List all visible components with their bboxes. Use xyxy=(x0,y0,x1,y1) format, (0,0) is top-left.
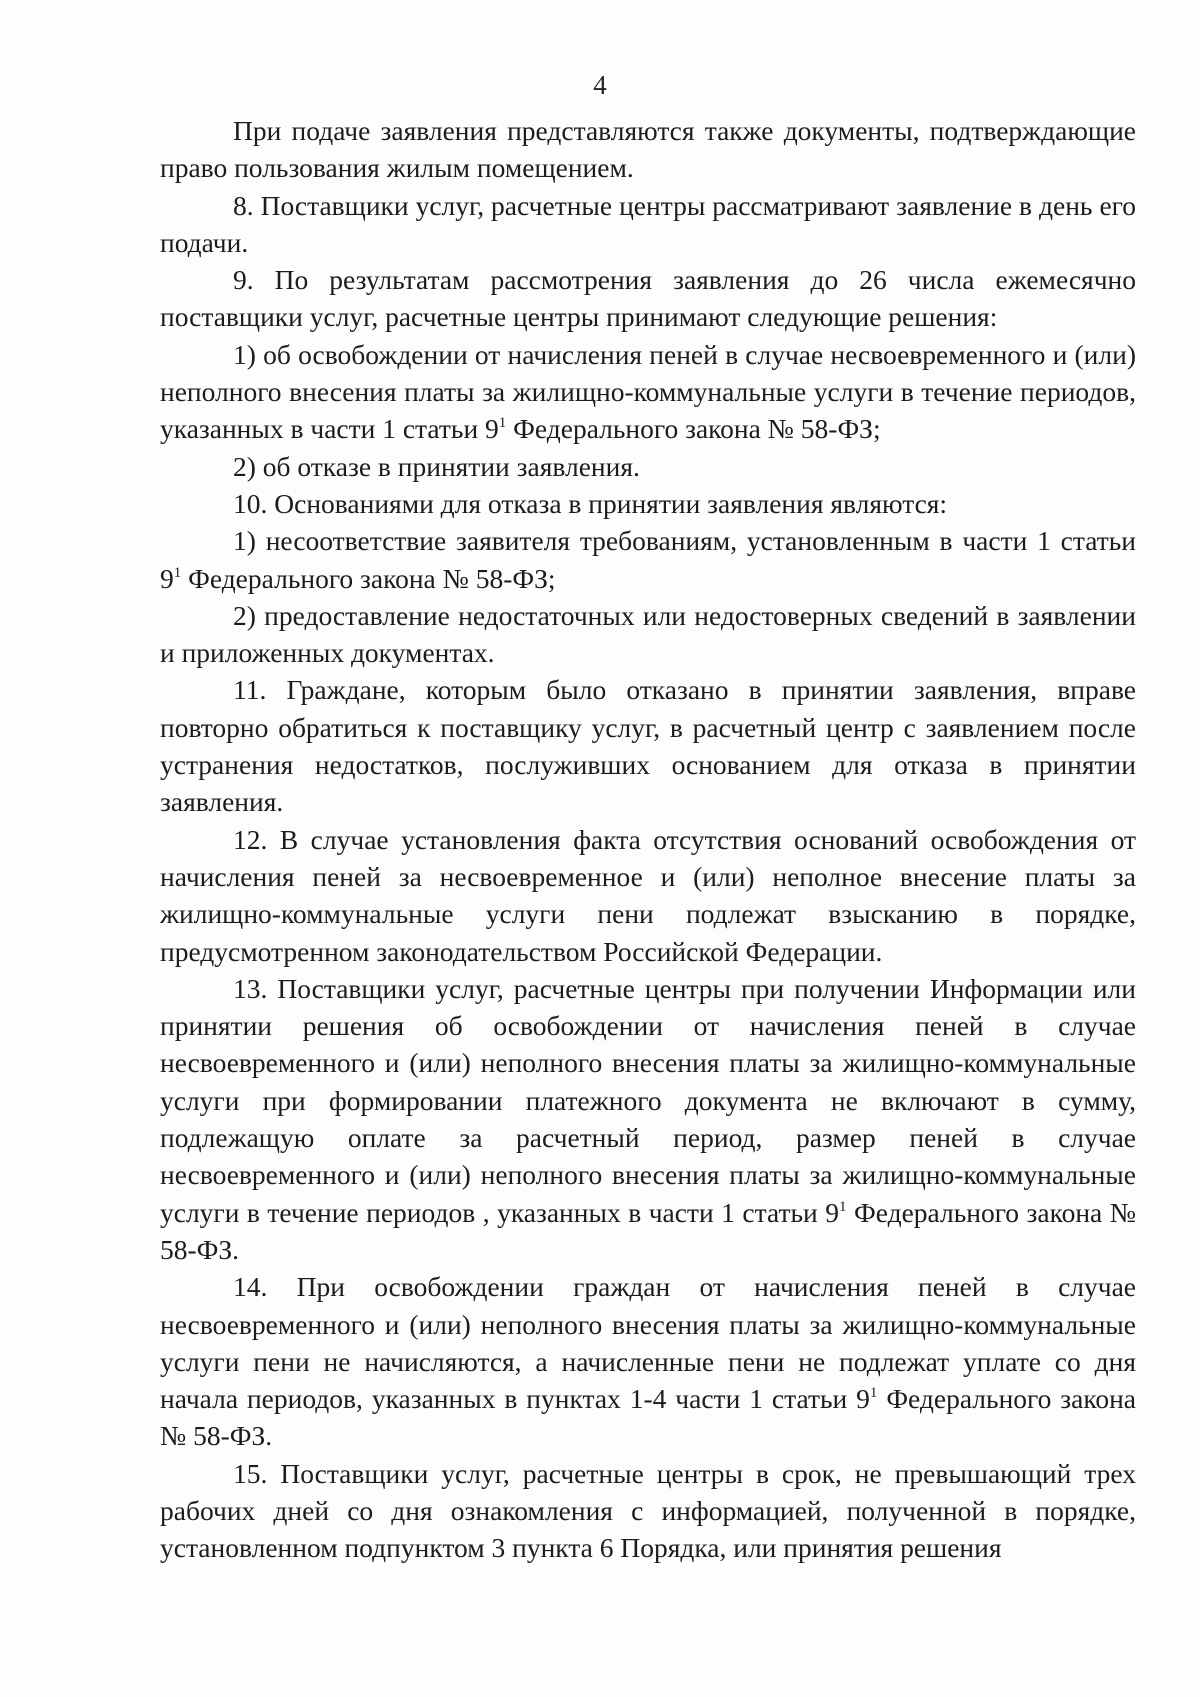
paragraph-8: 8. Поставщики услуг, расчетные центры рассматривают заявление в день его подачи. xyxy=(160,189,1136,258)
paragraph-13: 13. Поставщики услуг, расчетные центры при получении Информации или принятии решения об освобождении от начисления пеней в случае несвоевременного и (или) неполного внесения платы за жилищно-коммунальные услуги при формировании платежного документа не включают в сумму, подлежащую оплате за расчетный период, размер пеней в случае несвоевременного и (или) неполного внесения платы за жилищно-коммунальные услуги в течение периодов , указанных в части 1 статьи $9^1$ Федерального закона № 58-ФЗ. xyxy=(160,972,1137,1265)
superscript: 1 xyxy=(498,415,507,432)
paragraph-10-item-2: 2) предоставление недостаточных или недостоверных сведений в заявлении и приложенных документах. xyxy=(160,599,1136,669)
paragraph-12: 12. В случае установления факта отсутствия оснований освобождения от начисления пеней за несвоевременное и (или) неполное внесение платы за жилищно-коммунальные услуги пени подлежат взысканию в порядке, предусмотренном законодательством Российской Федерации. xyxy=(160,823,1136,967)
page-number: 4 xyxy=(593,70,607,100)
paragraph-15: 15. Поставщики услуг, расчетные центры в срок, не превышающий трех рабочих дней со дня ознакомления с информацией, полученной в порядке, установленном подпунктом 3 пункта 6 Порядка, или принятия решения xyxy=(160,1457,1136,1564)
paragraph-10: 10. Основаниями для отказа в принятии заявления являются: xyxy=(233,487,948,519)
superscript: 1 xyxy=(173,564,182,581)
document-body xyxy=(160,112,1136,1567)
paragraph-documents: При подаче заявления представляются также документы, подтверждающие право пользования жилым помещением. xyxy=(160,115,1136,184)
paragraph-9-item-1: 1) об освобождении от начисления пеней в случае несвоевременного и (или) неполного внесения платы за жилищно-коммунальные услуги в течение периодов, указанных в части 1 статьи $9^1$ Федерального закона № 58-ФЗ; xyxy=(160,338,1136,445)
paragraph-14: 14. При освобождении граждан от начисления пеней в случае несвоевременного и (или) неполного внесения платы за жилищно-коммунальные услуги пени не начисляются, а начисленные пени не подлежат уплате со дня начала периодов, указанных в пунктах 1-4 части 1 статьи $9^1$ Федерального закона № 58-ФЗ. xyxy=(160,1271,1137,1452)
superscript: 1 xyxy=(839,1198,847,1215)
superscript: 1 xyxy=(869,1385,878,1402)
paragraph-10-item-1: 1) несоответствие заявителя требованиям, установленным в части 1 статьи $9^1$ Федерального закона № 58-ФЗ; xyxy=(160,525,1136,594)
paragraph-9: 9. По результатам рассмотрения заявления до 26 числа ежемесячно поставщики услуг, расчетные центры принимают следующие решения: xyxy=(160,264,1136,333)
paragraph-9-item-2: 2) об отказе в принятии заявления. xyxy=(233,450,640,482)
paragraph-11: 11. Граждане, которым было отказано в принятии заявления, вправе повторно обратиться к поставщику услуг, в расчетный центр с заявлением после устранения недостатков, послуживших основанием для отказа в принятии заявления. xyxy=(160,674,1136,818)
